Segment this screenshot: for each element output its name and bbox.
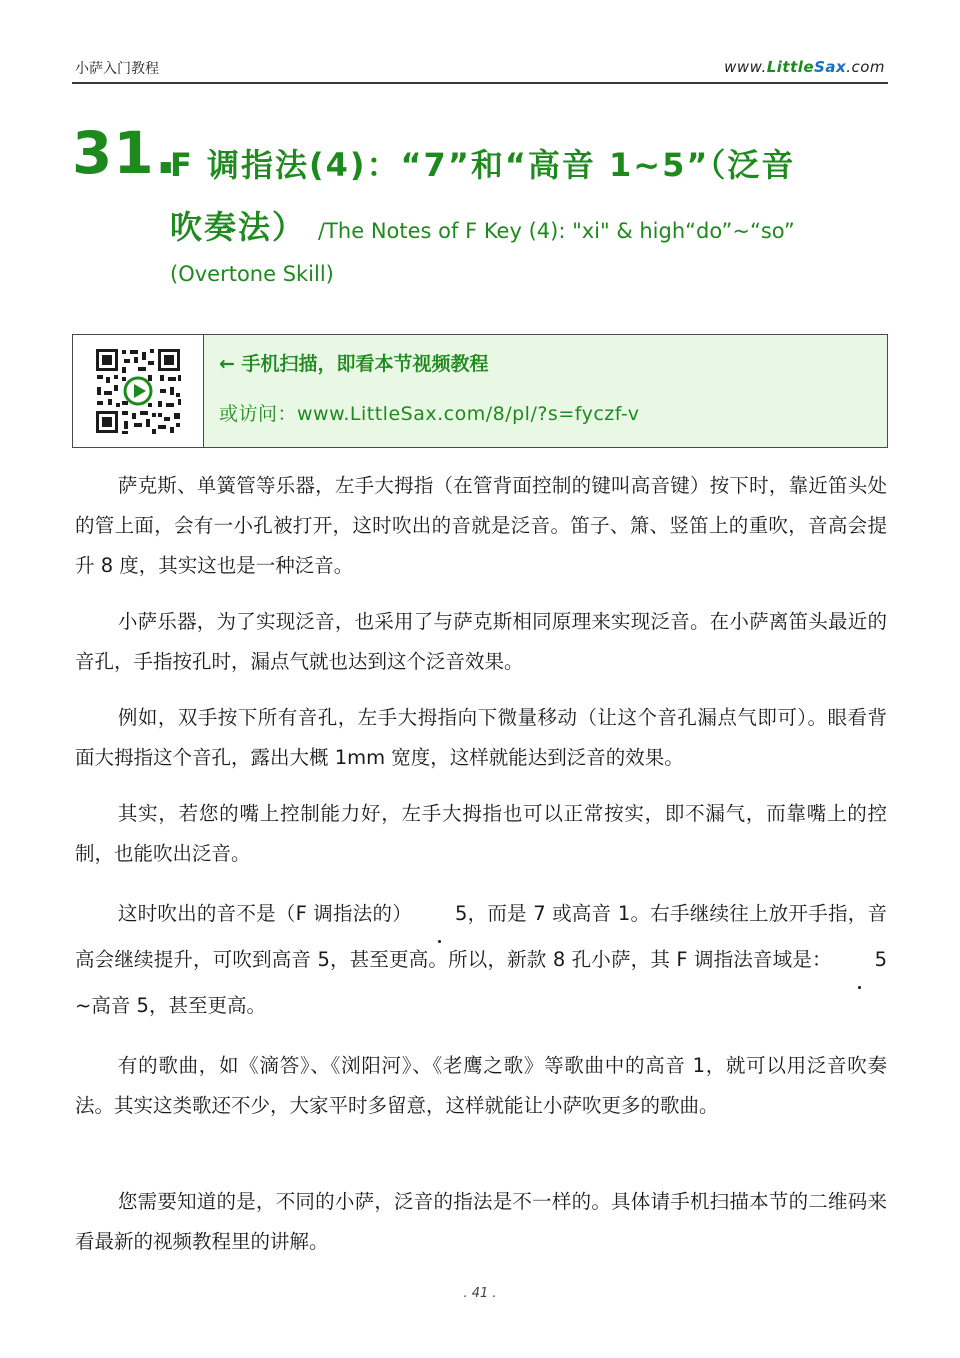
- paragraph-range: [75, 891, 887, 1029]
- paragraph-mouth-control: 其实，若您的嘴上控制能力好，左手大拇指也可以正常按实，即不漏气，而靠嘴上的控制，也能吹出泛音。: [75, 802, 887, 865]
- site-suffix: .com: [846, 58, 885, 76]
- site-url[interactable]: [724, 58, 885, 76]
- video-url-link[interactable]: 或访问：www.LittleSax.com/8/pl/?s=fyczf-v: [219, 403, 640, 425]
- qr-code-icon[interactable]: [94, 347, 182, 435]
- range-text-a: 这时吹出的音不是（F 调指法的）: [117, 902, 413, 925]
- range-text-b: ，而是 7 或高音 1。右手继续往上放开手指，音高会继续提升，可吹到高音 5，甚至更高。所以，新款 8 孔小萨，其 F 调指法音域是：: [75, 902, 887, 971]
- site-sax: Sax: [814, 58, 847, 76]
- range-text-c: ~高音 5，甚至更高。: [75, 994, 266, 1017]
- site-little: Little: [766, 58, 815, 76]
- paragraph-overtone-intro: 萨克斯、单簧管等乐器，左手大拇指（在管背面控制的键叫高音键）按下时，靠近笛头处的管上面，会有一小孔被打开，这时吹出的音就是泛音。笛子、箫、竖笛上的重吹，音高会提升 8 度，其实这也是一种泛音。: [75, 474, 887, 577]
- lesson-title-cn: F 调指法(4)：“7”和“高音 1~5”（泛音: [170, 146, 796, 184]
- lesson-title-en-cont: (Overtone Skill): [170, 262, 334, 286]
- low-note-5-range: 5: [832, 937, 887, 983]
- header-divider: [72, 82, 888, 84]
- paragraph-songs: 有的歌曲，如《滴答》、《浏阳河》、《老鹰之歌》等歌曲中的高音 1，就可以用泛音吹奏法。其实这类歌还不少，大家平时多留意，这样就能让小萨吹更多的歌曲。: [75, 1054, 887, 1117]
- low-note-5: 5: [412, 891, 467, 937]
- scan-instruction: ← 手机扫描，即看本节视频教程: [219, 353, 489, 375]
- lesson-title-en: /The Notes of F Key (4): "xi" & high“do”~“so”: [318, 219, 795, 243]
- paragraph-littlesax-overtone: 小萨乐器，为了实现泛音，也采用了与萨克斯相同原理来实现泛音。在小萨离笛头最近的音孔，手指按孔时，漏点气就也达到这个泛音效果。: [75, 610, 887, 673]
- qr-code-cell: [73, 335, 204, 447]
- video-link-panel: [72, 334, 888, 448]
- book-title: 小萨入门教程: [75, 61, 159, 77]
- lesson-title-line2: [170, 202, 795, 248]
- page-number: . 41 .: [463, 1286, 497, 1301]
- lesson-number: 31.: [72, 119, 178, 187]
- paragraph-note: 您需要知道的是，不同的小萨，泛音的指法是不一样的。具体请手机扫描本节的二维码来看最新的视频教程里的讲解。: [75, 1190, 887, 1253]
- site-prefix: www.: [724, 58, 767, 76]
- paragraph-example: 例如，双手按下所有音孔，左手大拇指向下微量移动（让这个音孔漏点气即可）。眼看背面大拇指这个音孔，露出大概 1mm 宽度，这样就能达到泛音的效果。: [75, 706, 887, 769]
- lesson-title-cn-cont: 吹奏法）: [170, 208, 307, 246]
